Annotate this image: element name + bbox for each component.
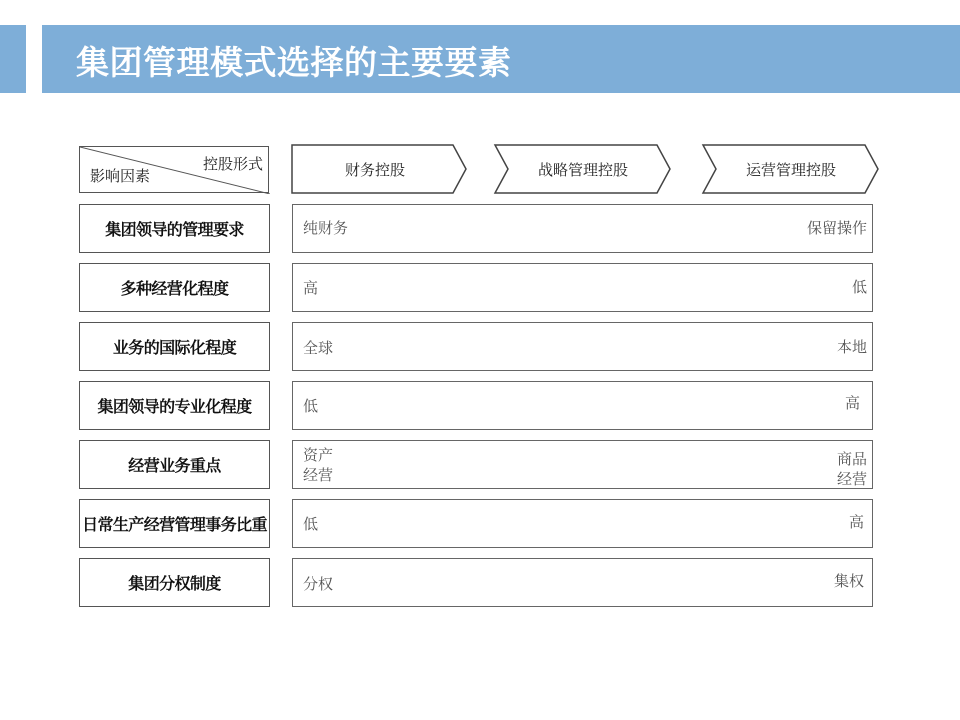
range-right-label: 集权 <box>833 572 864 590</box>
range-cell <box>292 558 873 607</box>
mode-label-operational: 运营管理控股 <box>745 161 836 179</box>
range-right-label: 高 <box>848 513 864 531</box>
range-right-label: 本地 <box>836 338 867 356</box>
mode-label-strategic: 战略管理控股 <box>537 161 628 179</box>
range-cell <box>292 381 873 430</box>
range-cell <box>292 440 873 489</box>
range-cell <box>292 263 873 312</box>
corner-label-holding-form: 控股形式 <box>202 155 263 173</box>
range-right-label: 高 <box>844 394 860 412</box>
factor-cell: 集团领导的专业化程度 <box>79 381 270 430</box>
range-left-label: 纯财务 <box>303 219 349 237</box>
range-cell <box>292 499 873 548</box>
range-left-label: 高 <box>303 279 319 297</box>
page-title: 集团管理模式选择的主要要素 <box>76 43 512 82</box>
range-left-label: 分权 <box>303 575 334 593</box>
range-left-label: 资产 经营 <box>303 446 334 484</box>
mode-label-financial: 财务控股 <box>344 161 405 179</box>
range-cell <box>292 204 873 253</box>
range-cell <box>292 322 873 371</box>
range-right-label: 保留操作 <box>806 219 867 237</box>
factor-cell: 集团领导的管理要求 <box>79 204 270 253</box>
factor-cell: 集团分权制度 <box>79 558 270 607</box>
range-left-label: 低 <box>303 397 319 415</box>
range-left-label: 全球 <box>303 339 334 357</box>
factor-cell: 日常生产经营管理事务比重 <box>79 499 270 548</box>
factor-cell: 经营业务重点 <box>79 440 270 489</box>
range-left-label: 低 <box>303 515 319 533</box>
range-right-label: 低 <box>851 278 867 296</box>
range-right-label: 商品 经营 <box>836 450 867 488</box>
factor-cell: 多种经营化程度 <box>79 263 270 312</box>
corner-label-factors: 影响因素 <box>90 167 151 185</box>
factor-cell: 业务的国际化程度 <box>79 322 270 371</box>
